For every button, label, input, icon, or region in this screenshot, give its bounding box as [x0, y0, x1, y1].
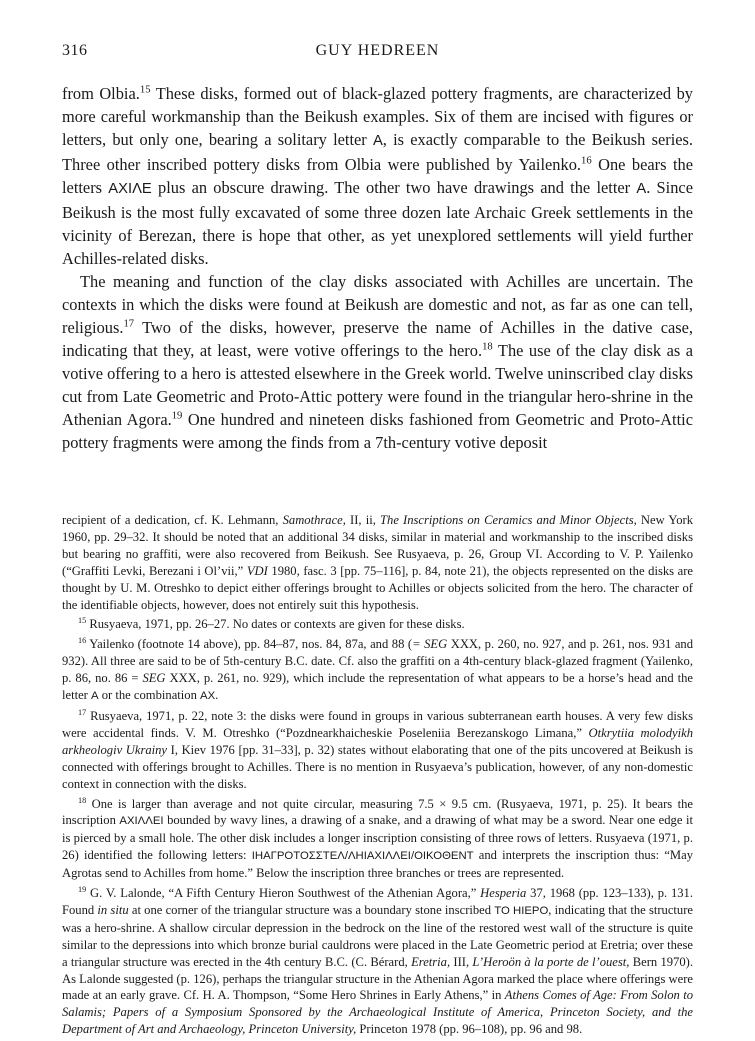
footnotes [62, 512, 693, 1041]
text-run: Two of the disks, however, preserve the name of Achilles in the dative case, indicating that they, at least, were votive offerings to the hero. [62, 318, 693, 360]
footnote-continued [62, 512, 693, 613]
footnote-number: 17 [78, 707, 87, 717]
text-run: II, ii, [345, 513, 381, 527]
greek-letters: ΙΗΑΓΡΟΤΟΣΣΤΕΛ/ΛΗΙΑΧΙΛΛΕΙ/ΟΙΚΟΘΕΝΤ [251, 850, 474, 863]
text-run: recipient of a dedication, cf. K. Lehmann, [62, 513, 283, 527]
italic-run: Eretria, [411, 954, 451, 969]
paragraph-2 [62, 270, 693, 454]
footnote-ref-18: 18 [482, 341, 493, 353]
text-run: , is exactly comparable to the Beikush series. Three other inscribed pottery disks from Olbia were published by Yailenko. [62, 130, 693, 174]
text-run: The use of the clay disk as a votive offering to a hero is attested elsewhere in the Greek world. Twelve uninscribed clay disks cut from Late Geometric and Proto-Attic pottery were found in the triangular hero-shrine in the Athenian Agora. [62, 341, 694, 429]
footnote-19 [62, 885, 693, 1038]
greek-letters: ΤΟ ΗΙΕΡΟ [494, 904, 549, 917]
text-run: and interprets the inscription thus: “May Agrotas send to Achilles from home.” Below the inscription three branches or trees are represented. [62, 848, 693, 881]
italic-run: The Inscriptions on Ceramics and Minor Objects, [380, 513, 637, 527]
footnote-ref-16: 16 [581, 155, 592, 167]
text-run: bounded by wavy lines, a drawing of a snake, and a drawing of what may be a sword. Near one edge it is pierced by a small hole. The other disk includes a longer inscription consisting of three rows of letters. Rusyaeva (1971, p. 26) identified the following letters: [62, 813, 693, 863]
text-run: (C. Bérard, [348, 954, 412, 969]
italic-run: Samothrace, [282, 513, 346, 527]
text-run: These disks, formed out of black-glazed pottery fragments, are characterized by more careful workmanship than the Beikush examples. Six of them are incised with figures or letters, but only one, bearing a solitary letter [62, 84, 693, 149]
text-run: Bern 1970). As Lalonde suggested (p. 126), perhaps the triangular structure in the Athenian Agora marked the place where offerings were made at an early grave. Cf. H. A. Thompson, “Some Hero Shrines in Early Athens,” in [62, 954, 693, 1003]
greek-letters: ΑΧΙΛΛΕΙ [119, 815, 164, 828]
text-run: I, Kiev 1976 [pp. 31–33], p. 32) states without elaborating that one of the pits uncovered at Beikush is connected with offerings brought to Achilles. There is no mention in Rusyaeva’s publication, however, of any non-domestic context in connection with the disks. [62, 742, 693, 791]
footnote-ref-19: 19 [171, 410, 183, 422]
text-run: Yailenko (footnote 14 above), pp. 84–87, nos. 84, 87a, and 88 ( [86, 637, 413, 652]
footnote-17 [62, 708, 693, 793]
greek-letters: AX [200, 690, 216, 703]
footnote-16 [62, 636, 693, 705]
text-run: , indicating that the structure was a hero-shrine. A shallow circular depression in the bedrock on the line of the restored west wall of the structure is quite similar to the depressions into which bronze burial cauldrons were placed in the Late Geometric period at Eretria; over these a triangular structure was erected in the 4th century [62, 902, 694, 969]
running-head-author: GUY HEDREEN [315, 42, 440, 59]
text-run: 37, 1968 (pp. 123–133), p. 131. Found [62, 886, 693, 917]
text-run: XXX, p. 260, no. 927, and p. 261, nos. 931 and 932). All three are said to be of 5th-century [62, 637, 694, 669]
text-run: or the combination [98, 688, 201, 703]
text-run: date. Cf. also the graffiti on a 4th-century black-glazed fragment (Yailenko, p. 86, no. 86 = [62, 654, 693, 686]
italic-run: VDI [246, 563, 268, 578]
text-run: The meaning and function of the clay disks associated with Achilles are uncertain. The contexts in which the disks were found at Beikush are domestic and not, as far as one can tell, religious. [62, 272, 693, 337]
text-run: One bears the letters [62, 155, 693, 197]
italic-run: SEG [142, 671, 166, 686]
footnote-15 [62, 616, 693, 633]
text-run: Rusyaeva, 1971, p. 22, note 3: the disks were found in groups in various subterranean earth houses. A very few disks were accidental finds. V. M. Otreshko (“Pozdnearkhaicheskie Poseleniia Berezanskogo Limana,” [62, 708, 693, 740]
footnote-number: 19 [78, 884, 87, 894]
text-run: . Since Beikush is the most fully excavated of some three dozen late Archaic Greek settlements in the vicinity of Berezan, there is hope that other, as yet unexplored settlements will yield further Achilles-related disks. [62, 178, 693, 268]
text-run: 1980, fasc. 3 [pp. 75–116], p. 84, note 21), the objects represented on the disks are thought by U. M. Otreshko to depict either offerings brought to Achilles or objects solicited from the hero. The character of the identifiable objects, however, does not entirely suit this hypothesis. [62, 563, 693, 612]
greek-letters: A [372, 133, 383, 149]
text-run: XXX, p. 261, no. 929), which include the representation of what appears to be a horse’s head and the letter [62, 671, 693, 703]
text-run: at one corner of the triangular structure was a boundary stone inscribed [128, 902, 495, 917]
text-run: . [215, 688, 219, 703]
text-run: Rusyaeva, 1971, pp. 26–27. No dates or contexts are given for these disks. [86, 617, 465, 632]
text-run: Princeton 1978 (pp. 96–108), pp. 96 and 98. [356, 1022, 583, 1037]
greek-letters: A [91, 690, 99, 703]
greek-letters: A [636, 181, 647, 197]
text-run: G. V. Lalonde, “A Fifth Century Hieron Southwest of the Athenian Agora,” [86, 886, 481, 901]
footnote-number: 16 [78, 636, 87, 646]
text-run: One is larger than average and not quite circular, measuring 7.5 × 9.5 cm. (Rusyaeva, 1971, p. 25). It bears the inscription [62, 796, 693, 828]
footnote-number: 15 [78, 616, 87, 626]
page-number: 316 [62, 42, 88, 59]
footnote-number: 18 [78, 795, 87, 805]
paragraph-1 [62, 82, 693, 270]
greek-letters: ΑΧΙΛΕ [108, 181, 152, 197]
footnote-ref-15: 15 [139, 84, 151, 96]
text-run: B.C. [324, 954, 349, 969]
italic-run: Athens Comes of Age: From Solon to Salamis; Papers of a Symposium Sponsored by the Archaeological Institute of America, Princeton Society, and the Department of Art and Archaeology, Princeton University, [62, 988, 693, 1037]
footnote-18 [62, 796, 693, 883]
italic-run: in situ [97, 902, 129, 917]
main-text [62, 82, 693, 454]
text-run: B.C. [284, 654, 308, 669]
italic-run: Otkrytiia molodyikh arkheologiv Ukrainy [62, 725, 693, 757]
text-run: from Olbia. [62, 84, 140, 103]
italic-run: = SEG [412, 637, 448, 652]
footnote-ref-17: 17 [123, 318, 135, 330]
text-run: plus an obscure drawing. The other two have drawings and the letter [151, 178, 637, 197]
text-run: New York 1960, pp. 29–32. It should be noted that an additional 34 disks, similar in material and workmanship to the inscribed disks but bearing no graffiti, were also recovered from Beikush. See Rusyaeva, p. 26, Group VI. According to V. P. Yailenko (“Graffiti Levki, Berezani i Ol’vii,” [62, 513, 693, 578]
text-run: III, [450, 954, 473, 969]
italic-run: Hesperia [480, 886, 527, 901]
italic-run: L’Heroön à la porte de l’ouest, [472, 954, 630, 969]
text-run: One hundred and nineteen disks fashioned from Geometric and Proto-Attic pottery fragments were among the finds from a 7th-century votive deposit [62, 410, 693, 452]
